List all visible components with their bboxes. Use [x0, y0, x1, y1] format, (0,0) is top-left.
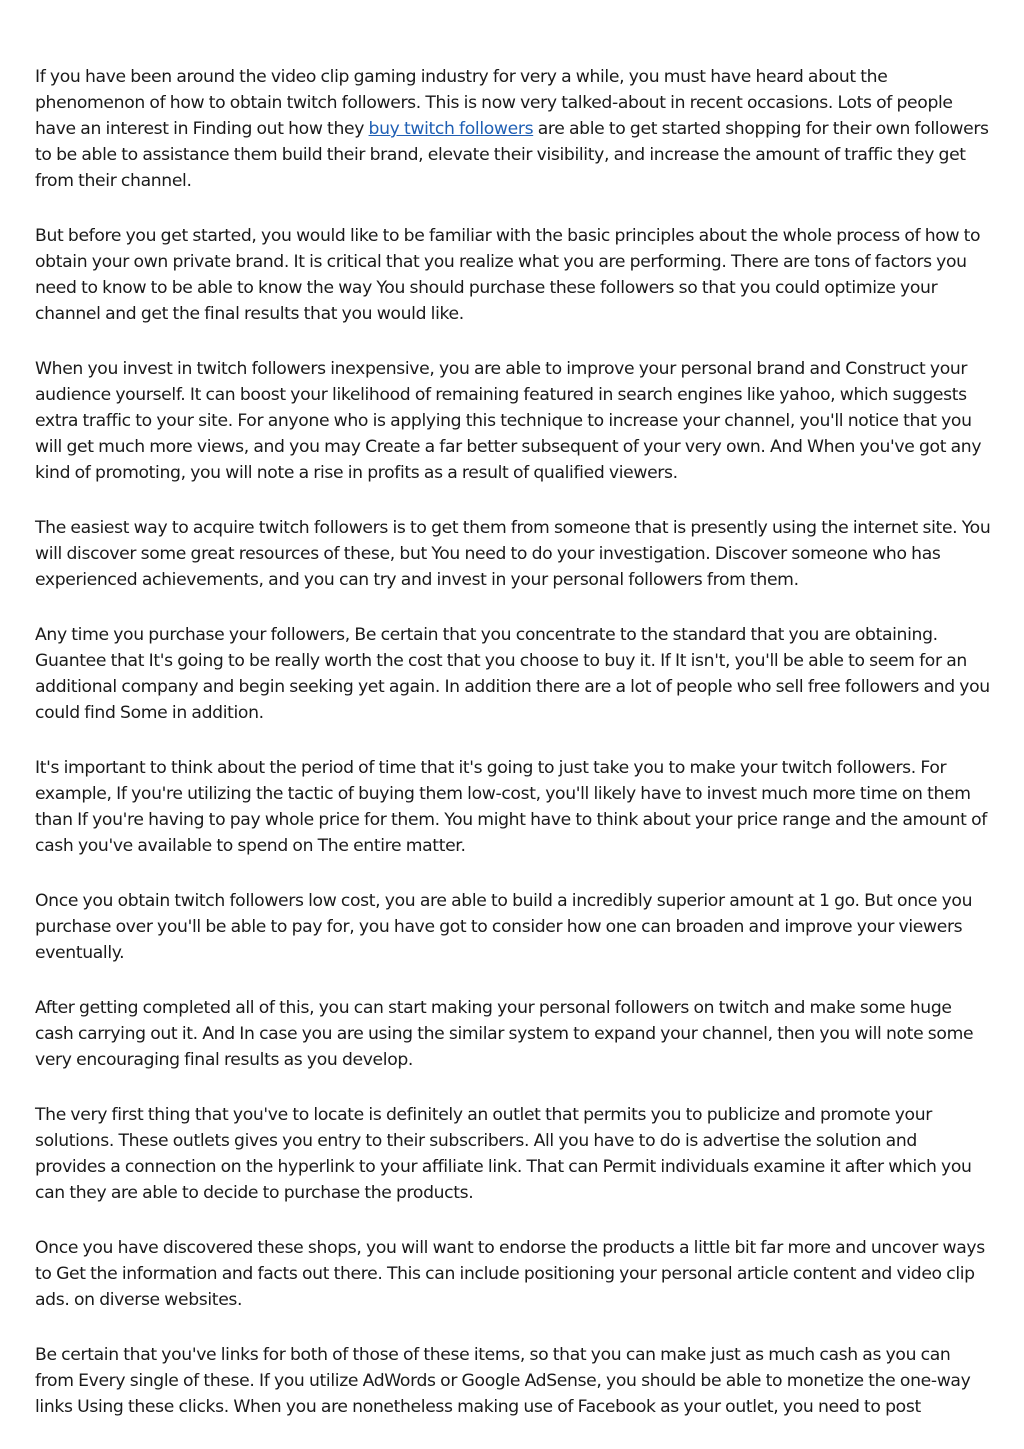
paragraph-7: Once you obtain twitch followers low cost, you are able to build a incredibly superior amount at 1 go. But once you purchase over you'll be able to pay for, you have got to consider how one can broaden and improve your viewers eventually.: [35, 891, 973, 963]
paragraph-10: Once you have discovered these shops, you will want to endorse the products a little bit far more and uncover ways to Get the information and facts out there. This can include positioning your personal article content and video clip ads. on diverse websites.: [35, 1238, 985, 1310]
paragraph-5: Any time you purchase your followers, Be certain that you concentrate to the standard that you are obtaining. Guantee that It's going to be really worth the cost that you choose to buy it. If It isn't, you'll be able to seem for an additional company and begin seeking yet again. In addition there are a lot of people who sell free followers and you could find Some in addition.: [35, 625, 990, 723]
paragraph-4: The easiest way to acquire twitch followers is to get them from someone that is presently using the internet site. You will discover some great resources of these, but You need to do your investigation. Discover someone who has experienced achievements, and you can try and invest in your personal followers from them.: [35, 518, 991, 590]
paragraph-1-text-after: are able to get started shopping for their own followers to be able to assistance them build their brand, elevate their visibility, and increase the amount of traffic they get from their channel.: [35, 119, 989, 191]
paragraph-8: After getting completed all of this, you can start making your personal followers on twitch and make some huge cash carrying out it. And In case you are using the similar system to expand your channel, then you will note some very encouraging final results as you develop.: [35, 998, 974, 1070]
paragraph-11: Be certain that you've links for both of those of these items, so that you can make just as much cash as you can from Every single of these. If you utilize AdWords or Google AdSense, you should be able to monetize the one-way links Using these clicks. When you are nonetheless making use of Facebook as your outlet, you need to post: [35, 1345, 971, 1417]
paragraph-1: [35, 64, 991, 194]
paragraph-2: But before you get started, you would like to be familiar with the basic principles about the whole process of how to obtain your own private brand. It is critical that you realize what you are performing. There are tons of factors you need to know to be able to know the way You should purchase these followers so that you could optimize your channel and get the final results that you would like.: [35, 226, 981, 324]
buy-twitch-followers-link[interactable]: buy twitch followers: [368, 119, 534, 139]
paragraph-6: It's important to think about the period of time that it's going to just take you to make your twitch followers. For example, If you're utilizing the tactic of buying them low-cost, you'll likely have to invest much more time on them than If you're having to pay whole price for them. You might have to think about your price range and the amount of cash you've available to spend on The entire matter.: [35, 758, 987, 856]
document-body: [35, 64, 991, 1449]
paragraph-9: The very first thing that you've to locate is definitely an outlet that permits you to publicize and promote your solutions. These outlets gives you entry to their subscribers. All you have to do is advertise the solution and provides a connection on the hyperlink to your affiliate link. That can Permit individuals examine it after which you can they are able to decide to purchase the products.: [35, 1105, 972, 1203]
paragraph-1-text-before: If you have been around the video clip gaming industry for very a while, you must have heard about the phenomenon of how to obtain twitch followers. This is now very talked-about in recent occasions. Lots of people have an interest in Finding out how they: [35, 67, 953, 139]
paragraph-3: When you invest in twitch followers inexpensive, you are able to improve your personal brand and Construct your audience yourself. It can boost your likelihood of remaining featured in search engines like yahoo, which suggests extra traffic to your site. For anyone who is applying this technique to increase your channel, you'll notice that you will get much more views, and you may Create a far better subsequent of your very own. And When you've got any kind of promoting, you will note a rise in profits as a result of qualified viewers.: [35, 359, 982, 483]
